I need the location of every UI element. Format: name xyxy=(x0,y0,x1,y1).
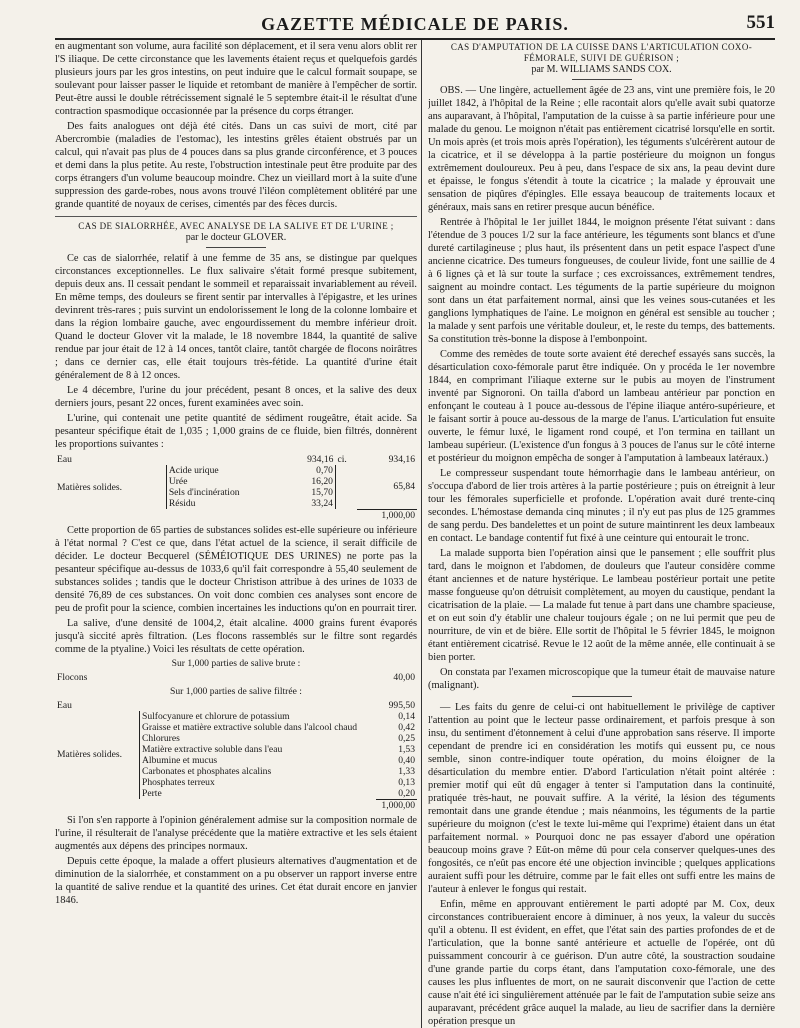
section-title: CAS DE SIALORRHÉE, AVEC ANALYSE DE LA SALIVE ET DE L'URINE ; xyxy=(78,221,394,231)
table-total: 1,000,00 xyxy=(357,509,417,521)
section-author: par le docteur GLOVER. xyxy=(185,232,287,243)
table-cell: 0,40 xyxy=(398,754,415,766)
urine-analysis-table xyxy=(55,454,417,521)
page-number: 551 xyxy=(746,12,775,33)
table-cell: 15,70 xyxy=(311,487,333,498)
page-header xyxy=(55,8,775,40)
journal-title: GAZETTE MÉDICALE DE PARIS. xyxy=(261,14,569,34)
table-row xyxy=(55,700,417,711)
table-caption: Sur 1,000 parties de salive brute : xyxy=(171,657,301,669)
paragraph: Rentrée à l'hôpital le 1er juillet 1844, le moignon présente l'état suivant : dans l'étendue de 3 pouces 1/2 sur la face antérieure, les téguments sont blancs et d'une dureté cartilagineuse ; plus haut, ils présentent dans un petit espace l'aspect d'une ancienne cicatrice. Des tumeurs fongueuses, de couleur livide, font une saillie de 4 à 6 lignes çà et là sur toute la surface ; ces excroissances, extrêmement tendres, saignent au moindre contact. Les téguments de la partie supérieure du moignon sont dans un état parfaitement normal, ainsi que les veines sous-cutanées et les ganglions lymphatiques de l'aine. Le moignon en général est sensible au toucher ; la malade y sent parfois une véritable douleur, et, le reste du temps, des battements. Sa constitution très-bonne la dispose à l'embonpoint. xyxy=(428,217,775,345)
table-cell: 934,16 xyxy=(388,454,415,465)
section-heading-amputation xyxy=(428,42,775,80)
table-cell: ci. xyxy=(337,454,347,465)
section-rule xyxy=(572,696,632,697)
paragraph: Comme des remèdes de toute sorte avaient été derechef essayés sans succès, la désarticulation coxo-fémorale parut être indiquée. On y procéda le 1er novembre 1844, en comprimant l'iliaque externe sur le pubis au moyen de l'instrument inventé par Signoroni. On tailla d'abord un lambeau antérieur par ponction en enfonçant le couteau à 1 pouce au-dessous de l'épine iliaque antéro-supérieure, et le faisant sortir à pouce au-dessous de la marge de l'anus. L'articulation fut ensuite ouverte, le fémur luxé, le ligament rond coupé, et l'on termina en taillant un lambeau supérieur. (L'existence d'un fongus à 3 pouces de l'anus sur le côté interne et postérieur du moignon empêcha de songer à l'amputation à lambeaux latéraux.) xyxy=(428,349,775,464)
table-cell: Matières solides. xyxy=(57,749,123,761)
table-cell: 0,13 xyxy=(398,776,415,788)
table-cell: Flocons xyxy=(57,671,88,683)
table-cell: 1,53 xyxy=(398,743,415,755)
table-cell: 995,50 xyxy=(388,699,415,711)
table-cell: 934,16 xyxy=(307,454,334,465)
paragraph: Cette proportion de 65 parties de substances solides est-elle supérieure ou inférieure à l'état normal ? C'est ce que, dans l'état actuel de la science, il serait difficile de décider. Le docteur Becquerel (SÉMÉIOTIQUE DES URINES) ne porte pas la pesanteur spécifique au-dessus de 1033,6 qu'il fait correspondre à 55,40 seulement de substances solides ; tandis que le docteur Christison attribue à des urines de 1033 de densité 76,89 de ces substances. On voit donc combien ces analyses sont encore de peu de profit pour la science, combien incertaines les inductions qu'on en pourrait tirer. xyxy=(55,524,417,614)
column-divider xyxy=(421,40,422,1028)
paragraph: Le 4 décembre, l'urine du jour précédent, pesant 8 onces, et la salive des deux derniers jours, pesant 22 onces, furent examinées avec soin. xyxy=(55,385,417,409)
table-cell: 0,25 xyxy=(398,732,415,744)
table-cell: Sels d'incinération xyxy=(166,487,286,498)
table-cell: 0,20 xyxy=(398,787,415,799)
table-cell: 0,70 xyxy=(316,465,333,476)
table-cell: 16,20 xyxy=(311,476,333,487)
table-cell: 1,33 xyxy=(398,765,415,777)
heading-rule xyxy=(206,247,266,248)
paragraph: L'urine, qui contenait une petite quantité de sédiment rougeâtre, était acide. Sa pesanteur spécifique était de 1,035 ; 1,000 grains de ce fluide, bien filtrés, donnèrent les proportions suivantes : xyxy=(55,413,417,450)
section-heading-sialorrhee xyxy=(55,216,417,248)
paragraph: OBS. — Une lingère, actuellement âgée de 23 ans, vint une première fois, le 20 juillet 1842, à l'hôpital de la Reine ; elle racontait alors qu'elle avait subi quatorze ans auparavant, à l'hôpital, l'amputation de la cuisse à sa partie inférieure pour une malade du genou. Le moignon n'était pas entièrement cicatrisé lorsqu'elle en sortit. Un mois après (et trois mois après l'opération), les téguments s'ulcérèrent autour de la cicatrice, et il se développa à la partie postérieure du moignon un fongus extrêmement douloureux. Peu à peu, dans l'espace de six ans, la peau devint dure et épaisse, le fongus s'étendit à toute la cicatrice ; la malade y éprouvait une sensation de piqûres d'épingles. Elle essaya beaucoup de traitements locaux et généraux, mais sans en retirer presque aucun bénéfice. xyxy=(428,85,775,213)
paragraph: Des faits analogues ont déjà été cités. Dans un cas suivi de mort, cité par Abercrombie (maladies de l'estomac), les intestins grêles étaient obstrués par un calcul, qui n'avait pas plus de 4 pouces dans sa plus grande circonférence, et 3 pouces et demi dans la plus petite. Au reste, l'obstruction intestinale peut être produite par des corps étrangers d'un volume beaucoup moindre. Chez un vieillard mort à la suite d'une suppression des garde-robes, nous avons trouvé l'iléon complètement oblitéré par une grande quantité de noyaux de cerises, cimentés par des fèces durcis. xyxy=(55,121,417,210)
table-cell: Phosphates terreux xyxy=(140,777,377,788)
paragraph: — Les faits du genre de celui-ci ont habituellement le privilège de captiver l'attention au point que le lecteur passe ordinairement, et parfois presque à son insu, du sentiment d'étonnement à celui d'une approbation sans réserve. Il importe cependant de prendre ici en considération les motifs qui eussent pu, ce nous semble, sinon contre-indiquer toute opération, du moins éloigner de la désarticulation du membre entier. D'abord l'articulation n'était point altérée : premier motif qui eût dû engager à tenter si l'amputation dans la continuité, pratiquée très-haut, ne pouvait suffire. A la vérité, la lésion des téguments remontait dans une grande étendue ; mais néanmoins, les téguments de la partie supérieure du moignon (c'est le texte lui-même qui l'exprime) étaient dans un état parfaitement normal. » Pourquoi donc ne pas essayer d'abord une opération beaucoup moins grave ? Eût-on même dû pour cela conserver quelques-unes des fongosités, ce n'eût pas encore été une objection invincible ; quelques applications auraient suffi pour les détruire, comme par le fait elles ont suffi entre les mains de l'auteur à enlever le fongus qui restait. xyxy=(428,702,775,895)
table-caption: Sur 1,000 parties de salive filtrée : xyxy=(170,685,302,697)
table-cell: Eau xyxy=(57,454,72,465)
table-cell: Perte xyxy=(140,788,377,800)
right-column xyxy=(428,40,775,1028)
table-cell: Matières solides. xyxy=(57,481,123,493)
saliva-brute-table xyxy=(55,672,417,683)
table-row xyxy=(55,465,417,476)
table-row xyxy=(55,509,417,521)
paragraph: en augmentant son volume, aura facilité son déplacement, et il sera venu alors oblit rer l'S iliaque. De cette circonstance que les lavements étaient reçus et quelquefois gardés plusieurs jours par les gros intestins, on peut induire que le calcul formait soupape, se soulevant pour laisser passer le liquide et retombant de manière à l'empêcher de sortir. Peut-être aussi le double rétrécissement signalé le 5 septembre était-il le résultat d'une contraction spasmodique occasionnée par la présence du corps étranger. xyxy=(55,41,417,117)
section-author: par M. WILLIAMS SANDS COX. xyxy=(531,64,672,75)
table-cell: 40,00 xyxy=(393,671,415,683)
table-cell: Albumine et mucus xyxy=(140,755,377,766)
section-title: CAS D'AMPUTATION DE LA CUISSE DANS L'ARTICULATION COXO-FÉMORALE, SUIVI DE GUÉRISON ; xyxy=(450,42,753,63)
left-column xyxy=(55,40,417,1028)
saliva-analysis-table xyxy=(55,700,417,811)
table-cell: Eau xyxy=(57,699,72,711)
table-cell: Résidu xyxy=(166,498,286,509)
table-row xyxy=(55,711,417,722)
paragraph: Si l'on s'en rapporte à l'opinion généralement admise sur la composition normale de l'urine, il résulterait de l'analyse précédente que la matière extractive et les sels étaient augmentés aux dépens des principes normaux. xyxy=(55,814,417,852)
table-row xyxy=(55,454,417,465)
table-cell: Sulfocyanure et chlorure de potassium xyxy=(140,711,377,722)
table-cell: 65,84 xyxy=(393,481,415,493)
paragraph: Le compresseur suspendant toute hémorrhagie dans le lambeau antérieur, on s'occupa d'abord de lier trois artères à la partie postérieure ; puis on étreignit à leur tour les fémorales superficielle et profonde. L'opération avait duré trente-cinq secondes. L'hémostase demanda cinq minutes ; il n'y eut pas plus de 125 grammes de sang perdu. Des bandelettes et un point de suture maintinrent les deux lambeaux en contact. Le bandage contentif fut fixé à une ceinture qui entourait le tronc. xyxy=(428,468,775,544)
table-cell: Acide urique xyxy=(166,465,286,476)
table-cell: 33,24 xyxy=(311,498,333,509)
table-cell: Urée xyxy=(166,476,286,487)
table-row xyxy=(55,672,417,683)
table-cell: Chlorures xyxy=(140,733,377,744)
table-cell: Graisse et matière extractive soluble dans l'alcool chaud xyxy=(140,722,377,733)
table-cell: 0,42 xyxy=(398,721,415,733)
paragraph: Depuis cette époque, la malade a offert plusieurs alternatives d'augmentation et de diminution de la sialorrhée, et constamment on a pu observer un rapport inverse entre la quantité de salive rendue et la quantité des urines. Cet état durait encore en janvier 1846. xyxy=(55,855,417,906)
table-cell: Carbonates et phosphates alcalins xyxy=(140,766,377,777)
paragraph: Enfin, même en approuvant entièrement le parti adopté par M. Cox, deux circonstances contribueraient encore à diminuer, à nos yeux, la valeur du succès qu'il a obtenu. Il est évident, en effet, que l'état sain des parties profondes de et de l'articulation, que la bonne santé antérieure et actuelle de l'opérée, ont dû puissamment concourir à ce guérison. D'un autre côté, la soustraction soudaine d'une grande partie du corps étant, dans l'amputation coxo-fémorale, une des causes les plus influentes de mort, on ne saurait disconvenir que l'action de cette cause n'ait été ici singulièrement atténuée par le fait de l'amputation subie seize ans auparavant, précédent grâce auquel la malade, au lieu de sacrifier dans la dernière opération presque un xyxy=(428,899,775,1027)
heading-rule xyxy=(572,79,632,80)
table-total: 1,000,00 xyxy=(376,799,417,811)
paragraph: Ce cas de sialorrhée, relatif à une femme de 35 ans, se distingue par quelques circonstances exceptionnelles. Le flux salivaire s'était formé presque subitement, depuis deux ans. Il cessait pendant le sommeil et reparaissait invariablement au réveil. En même temps, des douleurs se firent sentir par intervalles à l'épigastre, et les urines devinrent très-rares ; puis survint un endolorissement le long de la colonne lombaire et dans la région lombaire gauche, avec engourdissement du membre inférieur droit. Quand le docteur Glover vit la malade, le 18 novembre 1844, la quantité de salive rendue par jour était de 12 à 14 onces, tantôt claire, tantôt chargée de flocons noirâtres ; dans ce dernier cas, elle était toujours très-fétide. La quantité d'urine était généralement de 8 à 12 onces. xyxy=(55,253,417,381)
paragraph: La malade supporta bien l'opération ainsi que le pansement ; elle souffrit plus tard, dans le moignon et l'abdomen, de douleurs que l'auteur considère comme étant anciennes et de nature hystérique. Le lambeau postérieur portait une petite masse fongueuse qu'on détruisit complètement, au moyen du caustique, pendant la cicatrisation de la plaie. — La malade fut tenue à part dans une chambre spacieuse, et on eut soin d'y établir une chaleur toujours égale ; on ne lui permit que peu de nourriture, de vin et de bière. Elle sortit de l'hôpital le 5 février 1845, le moignon étant entièrement cicatrisé. Revue le 12 août de la même année, elle continuait à se bien porter. xyxy=(428,548,775,663)
paragraph: On constata par l'examen microscopique que la tumeur était de mauvaise nature (malignant). xyxy=(428,667,775,691)
table-cell: Matière extractive soluble dans l'eau xyxy=(140,744,377,755)
paragraph: La salive, d'une densité de 1004,2, était alcaline. 4000 grains furent évaporés jusqu'à siccité après filtration. (Les flocons rassemblés sur le filtre sont regardés comme de la ptyaline.) Voici les résultats de cette opération. xyxy=(55,617,417,655)
table-row xyxy=(55,799,417,811)
table-cell: 0,14 xyxy=(398,710,415,722)
